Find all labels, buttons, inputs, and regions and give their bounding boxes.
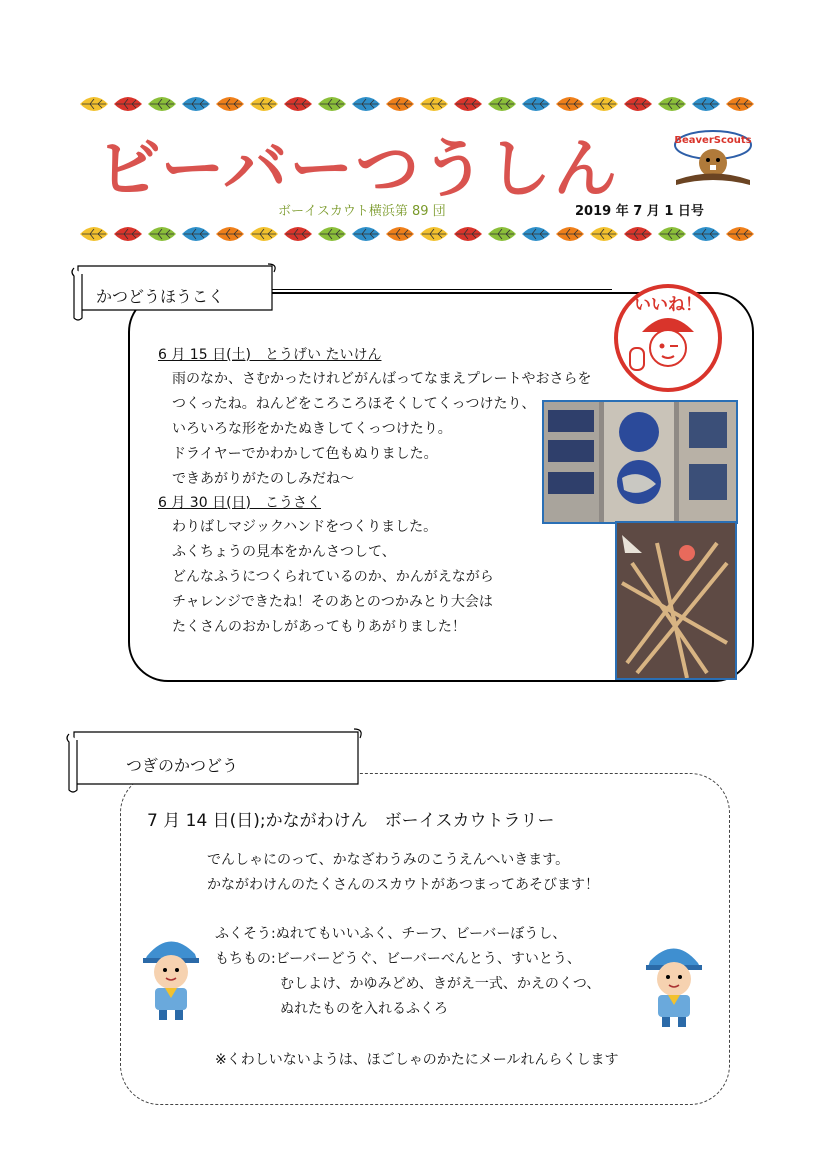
leaf-icon bbox=[658, 227, 686, 241]
event1-title: 6 月 15 日(土) とうげい たいけん bbox=[158, 347, 382, 363]
leaf-icon bbox=[658, 97, 686, 111]
leaf-icon bbox=[590, 97, 618, 111]
text-line: できあがりがたのしみだね～ bbox=[172, 471, 354, 487]
text-line: わりばしマジックハンドをつくりました。 bbox=[172, 519, 438, 535]
section-heading-report: かつどうほうこく bbox=[96, 287, 225, 306]
leaf-icon bbox=[386, 227, 414, 241]
leaf-icon bbox=[692, 227, 720, 241]
leaf-icon bbox=[590, 227, 618, 241]
leaf-icon bbox=[148, 227, 176, 241]
leaf-icon bbox=[386, 97, 414, 111]
leaf-icon bbox=[182, 227, 210, 241]
leaf-border-bottom bbox=[80, 222, 755, 246]
troop-name: ボーイスカウト横浜第 89 団 bbox=[278, 204, 446, 219]
leaf-icon bbox=[284, 227, 312, 241]
leaf-icon bbox=[624, 97, 652, 111]
section-heading-next: つぎのかつどう bbox=[126, 756, 239, 775]
text-line: ドライヤーでかわかして色もぬりました。 bbox=[172, 446, 438, 462]
text-line: ふくちょうの見本をかんさつして、 bbox=[172, 544, 396, 560]
leaf-icon bbox=[114, 97, 142, 111]
text-line: チャレンジできたね！そのあとのつかみとり大会は bbox=[172, 594, 493, 610]
scout-character-left bbox=[135, 928, 205, 1023]
leaf-icon bbox=[182, 97, 210, 111]
leaf-icon bbox=[148, 97, 176, 111]
leaf-border-top bbox=[80, 92, 755, 116]
text-line: たくさんのおかしがあってもりあがりました！ bbox=[172, 619, 466, 635]
text-line: ぬれたものを入れるふくろ bbox=[280, 1001, 448, 1017]
event2-title: 6 月 30 日(日) こうさく bbox=[158, 495, 321, 511]
text-line: かながわけんのたくさんのスカウトがあつまってあそびます！ bbox=[207, 877, 599, 893]
text-line: もちもの:ビーバーどうぐ、ビーバーべんとう、すいとう、 bbox=[215, 951, 581, 967]
text-line: つくったね。ねんどをころころほそくしてくっつけたり、 bbox=[172, 396, 536, 412]
leaf-icon bbox=[250, 227, 278, 241]
leaf-icon bbox=[284, 97, 312, 111]
leaf-icon bbox=[488, 97, 516, 111]
scout-character-right bbox=[640, 935, 710, 1030]
next-event-title: 7 月 14 日(日);かながわけん ボーイスカウトラリー bbox=[147, 811, 555, 831]
leaf-icon bbox=[726, 227, 754, 241]
leaf-icon bbox=[216, 97, 244, 111]
pottery-photo bbox=[542, 400, 738, 524]
leaf-icon bbox=[80, 97, 108, 111]
clothes-line: ふくそう:ぬれてもいいふく、チーフ、ビーバーぼうし、 bbox=[215, 926, 567, 942]
leaf-icon bbox=[454, 97, 482, 111]
leaf-icon bbox=[420, 227, 448, 241]
leaf-icon bbox=[624, 227, 652, 241]
leaf-icon bbox=[726, 97, 754, 111]
leaf-icon bbox=[454, 227, 482, 241]
leaf-icon bbox=[692, 97, 720, 111]
text-line: どんなふうにつくられているのか、かんがえながら bbox=[172, 569, 494, 585]
text-line: でんしゃにのって、かなざわうみのこうえんへいきます。 bbox=[207, 852, 570, 868]
leaf-icon bbox=[488, 227, 516, 241]
leaf-icon bbox=[352, 97, 380, 111]
chopsticks-photo bbox=[615, 521, 737, 680]
text-line: いろいろな形をかたぬきしてくっつけたり。 bbox=[172, 421, 452, 437]
beaver-scouts-logo bbox=[668, 125, 758, 195]
leaf-icon bbox=[114, 227, 142, 241]
text-line: むしよけ、かゆみどめ、きがえ一式、かえのくつ、 bbox=[280, 976, 601, 992]
issue-date: 2019 年 7 月 1 日号 bbox=[575, 204, 704, 219]
iine-stamp bbox=[612, 282, 724, 394]
leaf-icon bbox=[352, 227, 380, 241]
leaf-icon bbox=[318, 227, 346, 241]
leaf-icon bbox=[420, 97, 448, 111]
logo-text: BeaverScouts bbox=[674, 135, 752, 146]
leaf-icon bbox=[522, 97, 550, 111]
leaf-icon bbox=[318, 97, 346, 111]
text-line: 雨のなか、さむかったけれどがんばってなまえプレートやおさらを bbox=[172, 371, 592, 387]
leaf-icon bbox=[522, 227, 550, 241]
contact-note: ※くわしいないようは、ほごしゃのかたにメールれんらくします bbox=[215, 1052, 619, 1068]
stamp-text: いいね！ bbox=[634, 295, 702, 315]
leaf-icon bbox=[80, 227, 108, 241]
leaf-icon bbox=[556, 227, 584, 241]
newsletter-title: ビーバーつうしん bbox=[97, 133, 620, 207]
leaf-icon bbox=[216, 227, 244, 241]
leaf-icon bbox=[556, 97, 584, 111]
leaf-icon bbox=[250, 97, 278, 111]
divider bbox=[272, 289, 612, 290]
